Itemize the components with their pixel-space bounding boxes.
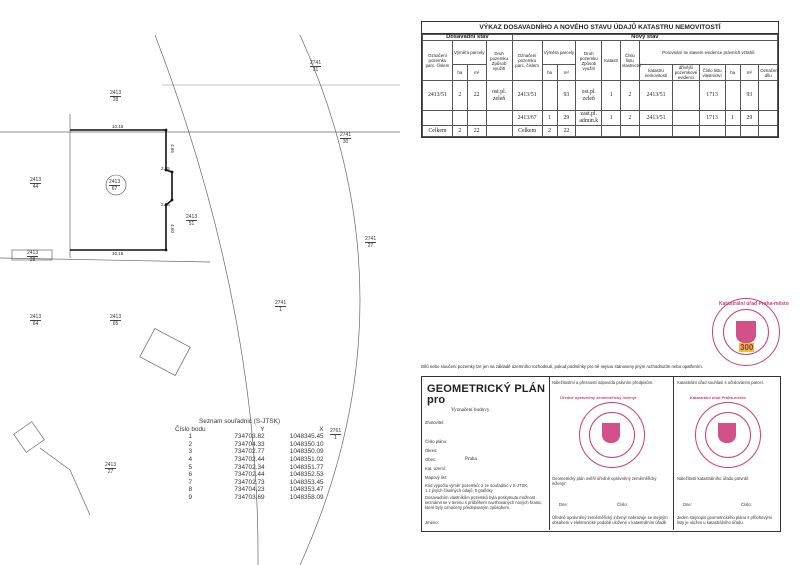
section-old: Dosavadní stav: [423, 35, 513, 41]
seal-text: Úředně oprávněný zeměměřický inženýr: [560, 395, 637, 400]
cell: 1: [602, 111, 621, 126]
point-number: 7: [188, 478, 193, 486]
cell: ost.pl. zeleň: [576, 81, 602, 111]
point-number: 2: [188, 440, 193, 448]
cell: 22: [467, 81, 486, 111]
coordinate-list-title: Seznam souřadnic (S-JTSK): [199, 418, 280, 425]
note-owners: Dosavadním vlastníkům pozemků byla poskytnuta možnost seznámit se v terénu s průběhem navrhovaných nových hranic, které byly označeny předepsaným způsobem.: [425, 495, 543, 510]
table-row: [173, 471, 326, 479]
engineer-seal: [560, 395, 645, 468]
parcel-label: 2413 44: [30, 177, 42, 190]
column-header: Označení dílu: [759, 65, 778, 81]
dimension-label: 10.15: [112, 124, 124, 129]
parcel-label: 2741 30: [340, 132, 352, 145]
column-header: X: [319, 425, 324, 433]
total-label: Celkem: [423, 126, 453, 137]
cell: 1713: [699, 81, 725, 111]
column-header: Číslo bodu: [175, 425, 206, 433]
table-row: [173, 456, 326, 464]
column-header: Číslo listu vlastnictví: [621, 41, 640, 81]
column-divider: [673, 376, 674, 530]
point-number: 1: [188, 433, 193, 441]
column-header: m²: [557, 65, 576, 81]
coord-y: 734703.82: [234, 433, 265, 441]
cell: [725, 81, 740, 111]
table-row: [173, 441, 326, 449]
label-cislo: Číslo:: [741, 502, 752, 507]
label-jmeno: Jméno:: [425, 520, 439, 525]
coordinate-list: [173, 418, 326, 502]
table-row: [173, 464, 326, 472]
parcel-label: 2761 1: [330, 428, 342, 441]
coord-y: 734702.73: [234, 478, 265, 486]
cell: [486, 126, 512, 137]
cell: 2: [621, 111, 640, 126]
office-footer: Náležitosti katastrálního úřadu potvrdil:: [677, 476, 750, 481]
table-row: [173, 486, 326, 494]
cell: 2413/67: [512, 111, 542, 126]
cell: [673, 111, 699, 126]
column-header: Označení pozemku parc. číslem: [423, 41, 453, 81]
column-header: Výměra parcely: [452, 41, 486, 65]
label-cislo: Číslo:: [617, 502, 628, 507]
cell: 1: [542, 111, 557, 126]
cell: [542, 81, 557, 111]
cell: [602, 126, 621, 137]
total-row: [423, 126, 778, 137]
parcel-label: 2413 51: [186, 214, 198, 227]
cell: [673, 126, 699, 137]
cell: 2: [621, 81, 640, 111]
cell: 22: [557, 126, 576, 137]
table-row: [173, 448, 326, 456]
vykaz-grid: [422, 34, 778, 137]
office-seal-top: [712, 298, 789, 366]
point-number: 5: [188, 463, 193, 471]
cell: [639, 126, 673, 137]
coord-y: 734702.44: [234, 471, 265, 479]
plan-header-note: Dílů nebo sloučení pozemky lze jen na základě územního rozhodnutí, pokud podmínky pro ně nejsou stanoveny jiným rozhodnutím nebo opatřením.: [421, 364, 703, 369]
cell: [759, 81, 778, 111]
cell: 2413/51: [423, 81, 453, 111]
point-number: 8: [188, 486, 193, 494]
seal-text: Katastrální úřad Praha-město: [719, 301, 789, 307]
dimension-label: 2.55: [161, 202, 170, 207]
label-obec: Obec:: [425, 457, 437, 462]
column-header: Druh pozemku Způsob využití: [486, 41, 512, 81]
cell: [452, 111, 467, 126]
label-dne: Dne:: [683, 502, 692, 507]
cell: 2: [452, 126, 467, 137]
coat-of-arms-icon: [602, 423, 620, 443]
plan-purpose: Vyznačení budovy: [451, 407, 490, 413]
cell: [699, 126, 725, 137]
cell: 93: [557, 81, 576, 111]
point-number: 4: [188, 455, 193, 463]
coord-x: 1048352.53: [289, 471, 324, 479]
parcel-label: 2413 67: [109, 179, 121, 192]
coat-of-arms-icon: [736, 321, 756, 343]
plan-title-pro: pro: [427, 394, 446, 406]
cell: [740, 126, 759, 137]
parcel-label: 2741 31: [310, 60, 322, 73]
cell: [423, 111, 453, 126]
auth-footer: Geometrický plán ověřil úředně oprávněný zeměměřický inženýr:: [552, 476, 657, 486]
coord-y: 734702.44: [234, 455, 265, 463]
obec-value: Praha: [465, 456, 477, 462]
coord-x: 1048353.45: [289, 478, 324, 486]
label-zhotovitel: Zhotovitel:: [425, 420, 445, 425]
auth-header: Náležitostmi a přesností odpovídá právním předpisům.: [552, 380, 654, 385]
cell: 93: [740, 81, 759, 111]
cell: 22: [467, 126, 486, 137]
cell: ost.pl. zeleň: [486, 81, 512, 111]
vykaz-title: VÝKAZ DOSAVADNÍHO A NOVÉHO STAVU ÚDAJŮ KATASTRU NEMOVITOSTÍ: [422, 22, 778, 34]
cell: 2413/51: [512, 81, 542, 111]
cell: [759, 111, 778, 126]
cell: zast.pl. admin.k: [576, 111, 602, 126]
geometric-plan-sheet: [421, 364, 780, 530]
coord-x: 1048353.47: [289, 486, 324, 494]
vykaz-table: [421, 21, 779, 138]
seal-text: Katastrální úřad Praha-město: [690, 395, 746, 400]
cell: 1: [725, 111, 740, 126]
column-header: ha: [725, 65, 740, 81]
office-header: Katastrální úřad souhlasí s očíslováním parcel.: [677, 380, 764, 385]
label-okres: Okres:: [425, 448, 438, 453]
coord-x: 1048350.09: [289, 448, 324, 456]
cell: [673, 81, 699, 111]
column-header: Porovnání se stavem evidence právních vztahů: [639, 41, 777, 65]
cell: 2413/51: [639, 111, 673, 126]
office-seal: [690, 395, 761, 468]
column-header: Druh pozemku Způsob využití: [576, 41, 602, 81]
coat-of-arms-icon: [718, 423, 736, 443]
cell: 1713: [699, 111, 725, 126]
seal-number: 300: [740, 343, 754, 352]
auth-note: Úředně oprávněný zeměměřický inženýr nahrazuje se stejným obsahem v elektronické podobě uložené v katastrálním úřadě.: [552, 515, 668, 525]
column-header: ha: [542, 65, 557, 81]
column-header: Katastr: [602, 41, 621, 81]
coord-x: 1048351.77: [289, 463, 324, 471]
section-new: Nový stav: [512, 35, 777, 41]
coord-x: 1048350.10: [289, 440, 324, 448]
cell: [486, 111, 512, 126]
note-vymery: Kód výpočtu výměr pozemků: 2 ze souřadnic v S-JTSK, 1 z jiných číselných údajů, 0 graficky: [425, 483, 529, 493]
table-row: [423, 81, 778, 111]
column-header: Výměra parcely: [542, 41, 576, 65]
parcel-label: 2413 65: [110, 314, 122, 327]
coord-y: 734702.34: [234, 463, 265, 471]
cell: 2: [452, 81, 467, 111]
label-kat-uzemi: Kat. území:: [425, 466, 447, 471]
cell: 29: [557, 111, 576, 126]
cell: [621, 126, 640, 137]
cell: [576, 126, 602, 137]
coord-y: 734702.77: [234, 448, 265, 456]
parcel-label: 2413 64: [30, 314, 42, 327]
cell: 2413/51: [639, 81, 673, 111]
parcel-label: 2413 28: [110, 90, 122, 103]
coord-x: 1048358.09: [289, 493, 324, 501]
point-number: 9: [188, 493, 193, 501]
coordinate-table: [173, 426, 326, 502]
column-divider: [549, 376, 550, 530]
column-header: ha: [452, 65, 467, 81]
cell: 1: [602, 81, 621, 111]
label-mapovy-list: Mapový list:: [425, 475, 448, 480]
column-header: m²: [740, 65, 759, 81]
parcel-label: 2741 27: [365, 236, 377, 249]
plan-title: GEOMETRICKÝ PLÁN: [427, 383, 546, 395]
column-header: Číslo listu vlastnictví: [699, 65, 725, 81]
parcel-label: 2741 1: [275, 300, 287, 313]
dimension-label: 2.55: [161, 166, 170, 171]
label-cislo-planu: Číslo plánu:: [425, 439, 448, 444]
coord-x: 1048345.45: [289, 433, 324, 441]
dimension-label: 4.65: [169, 144, 175, 153]
coord-y: 734704.33: [234, 440, 265, 448]
table-row: [173, 479, 326, 487]
coord-y: 734704.23: [234, 486, 265, 494]
plan-title-block: [427, 384, 545, 406]
column-header: Y: [260, 425, 265, 433]
point-number: 3: [188, 448, 193, 456]
table-row: [173, 494, 326, 502]
parcel-label: 2413 27: [105, 462, 117, 475]
point-number: 6: [188, 471, 193, 479]
cell: [759, 126, 778, 137]
column-header: m²: [467, 65, 486, 81]
office-note: Jeden stejnopis geometrického plánu s přílohovými listy je uložen u katastrálního úřadu.: [677, 515, 772, 525]
column-header: dřívější pozemkové evidenci: [674, 65, 698, 80]
cell: 29: [740, 111, 759, 126]
table-row: [173, 433, 326, 441]
dimension-label: 4.60: [169, 224, 175, 233]
cell: [725, 126, 740, 137]
cell: 2: [542, 126, 557, 137]
column-header: Označení pozemku parc. číslem: [512, 41, 542, 81]
coord-y: 734703.69: [234, 493, 265, 501]
parcel-label: 2413 28: [27, 250, 39, 263]
total-label: Celkem: [512, 126, 542, 137]
coord-x: 1048351.02: [289, 455, 324, 463]
column-header: katastru nemovitostí: [639, 65, 673, 81]
dimension-label: 10.15: [112, 251, 124, 256]
label-dne: Dne:: [559, 502, 568, 507]
cell: [467, 111, 486, 126]
table-row: [423, 111, 778, 126]
